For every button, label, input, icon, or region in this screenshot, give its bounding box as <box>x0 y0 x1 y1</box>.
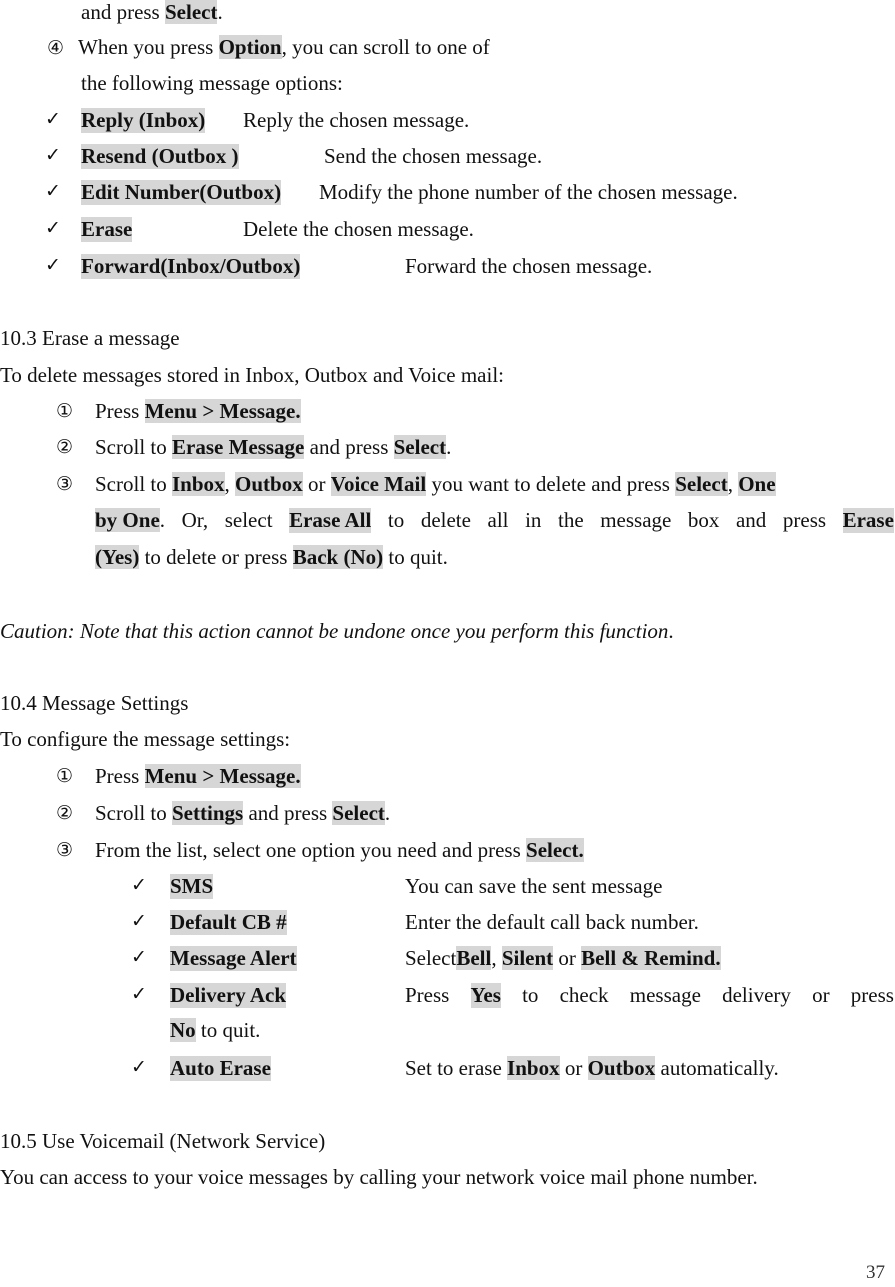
option-label: Edit Number(Outbox) <box>81 180 282 204</box>
setting-label: Default CB # <box>170 910 287 934</box>
checkmark-icon: ✓ <box>45 217 61 239</box>
setting-desc: No to quit. <box>170 1018 261 1042</box>
step-text: From the list, select one option you need and press Select. <box>95 838 584 862</box>
keyword: Erase <box>842 508 894 532</box>
text-line: and press Select. <box>81 0 223 24</box>
checkmark-icon: ✓ <box>131 946 147 968</box>
keyword: Voice Mail <box>330 472 427 496</box>
keyword: Yes <box>470 983 501 1007</box>
checkmark-icon: ✓ <box>131 910 147 932</box>
setting-label: Message Alert <box>170 946 297 970</box>
keyword: (Yes) <box>95 545 140 569</box>
section-intro: You can access to your voice messages by calling your network voice mail phone number. <box>0 1165 758 1189</box>
text-line: When you press Option, you can scroll to one of <box>78 35 490 59</box>
keyword: Bell <box>456 946 492 970</box>
setting-label: SMS <box>170 874 214 898</box>
text-line: the following message options: <box>81 71 343 95</box>
keyword: Menu > Message. <box>144 399 301 423</box>
checkmark-icon: ✓ <box>45 180 61 202</box>
keyword: Select. <box>526 838 584 862</box>
section-heading: 10.3 Erase a message <box>0 326 180 350</box>
checkmark-icon: ✓ <box>131 983 147 1005</box>
keyword: Select <box>164 0 218 24</box>
keyword: Erase Message <box>172 435 305 459</box>
checkmark-icon: ✓ <box>45 144 61 166</box>
option-desc: Modify the phone number of the chosen message. <box>319 180 738 204</box>
step-number: ③ <box>56 473 74 495</box>
setting-label: Auto Erase <box>170 1056 271 1080</box>
keyword: Settings <box>172 801 244 825</box>
setting-desc: Set to erase Inbox or Outbox automatically. <box>405 1056 779 1080</box>
setting-label: Delivery Ack <box>170 983 287 1007</box>
keyword: Inbox <box>172 472 225 496</box>
page-number: 37 <box>866 1262 885 1283</box>
step-number: ③ <box>56 839 74 861</box>
checkmark-icon: ✓ <box>131 1056 147 1078</box>
option-desc: Delete the chosen message. <box>243 217 474 241</box>
setting-desc: Press Yes to check message delivery or press <box>405 983 894 1007</box>
step-text: by One. Or, select Erase All to delete all in the message box and press Erase <box>95 508 894 532</box>
keyword: One <box>738 472 776 496</box>
option-desc: Reply the chosen message. <box>243 108 470 132</box>
keyword: Silent <box>501 946 554 970</box>
step-text: Scroll to Inbox, Outbox or Voice Mail you want to delete and press Select, One <box>95 472 776 496</box>
keyword: Option <box>218 35 282 59</box>
option-label: Reply (Inbox) <box>81 108 206 132</box>
section-heading: 10.5 Use Voicemail (Network Service) <box>0 1129 326 1153</box>
keyword: Outbox <box>587 1056 656 1080</box>
keyword: Outbox <box>235 472 303 496</box>
keyword: Select <box>393 435 447 459</box>
keyword: Select <box>675 472 728 496</box>
setting-desc: Enter the default call back number. <box>405 910 699 934</box>
option-label: Resend (Outbox ) <box>81 144 239 168</box>
section-heading: 10.4 Message Settings <box>0 691 189 715</box>
keyword: Bell & Remind. <box>581 946 721 970</box>
option-desc: Send the chosen message. <box>324 144 543 168</box>
option-label: Forward(Inbox/Outbox) <box>81 254 301 278</box>
keyword: Menu > Message. <box>144 764 301 788</box>
option-desc: Forward the chosen message. <box>405 254 653 278</box>
keyword: Inbox <box>507 1056 560 1080</box>
section-intro: To configure the message settings: <box>0 727 291 751</box>
keyword: Back (No) <box>292 545 384 569</box>
step-number: ④ <box>47 37 65 59</box>
keyword: No <box>170 1018 196 1042</box>
step-text: Press Menu > Message. <box>95 399 301 423</box>
setting-desc: SelectBell, Silent or Bell & Remind. <box>405 946 721 970</box>
step-number: ① <box>56 400 74 422</box>
step-text: Press Menu > Message. <box>95 764 301 788</box>
checkmark-icon: ✓ <box>45 108 61 130</box>
step-number: ② <box>56 436 74 458</box>
checkmark-icon: ✓ <box>45 254 61 276</box>
checkmark-icon: ✓ <box>131 874 147 896</box>
setting-desc: You can save the sent message <box>405 874 663 898</box>
keyword: Erase All <box>289 508 372 532</box>
section-intro: To delete messages stored in Inbox, Outbox and Voice mail: <box>0 363 504 387</box>
step-text: (Yes) to delete or press Back (No) to quit. <box>95 545 448 569</box>
step-text: Scroll to Erase Message and press Select. <box>95 435 452 459</box>
step-text: Scroll to Settings and press Select. <box>95 801 391 825</box>
caution-note: Caution: Note that this action cannot be undone once you perform this function. <box>0 619 674 643</box>
step-number: ② <box>56 802 74 824</box>
keyword: Select <box>332 801 385 825</box>
keyword: by One <box>95 508 160 532</box>
option-label: Erase <box>81 217 133 241</box>
step-number: ① <box>56 765 74 787</box>
